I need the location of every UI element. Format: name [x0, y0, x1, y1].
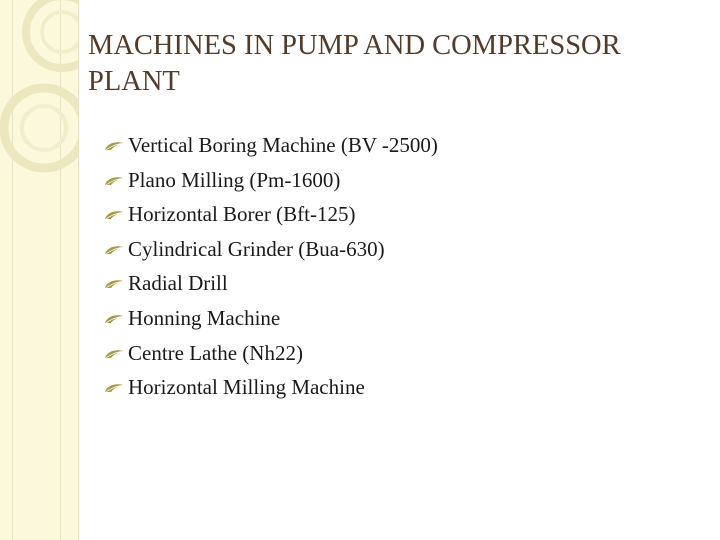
list-item-label: Horizontal Milling Machine: [128, 375, 365, 400]
list-item-label: Honning Machine: [128, 305, 281, 330]
list-item-label: Horizontal Borer (Bft-125): [128, 202, 356, 227]
leaf-bullet-icon: [104, 370, 126, 405]
list-item-label: Plano Milling (Pm-1600): [128, 167, 341, 192]
leaf-bullet-icon: [104, 163, 126, 198]
list-item-label: Centre Lathe (Nh22): [128, 340, 303, 365]
slide-title: MACHINES IN PUMP AND COMPRESSOR PLANT: [88, 30, 621, 97]
list-item-label: Radial Drill: [128, 271, 228, 296]
list-item-label: Vertical Boring Machine (BV -2500): [128, 133, 438, 157]
leaf-bullet-icon: [104, 232, 126, 267]
leaf-bullet-icon: [104, 301, 126, 336]
leaf-bullet-icon: [104, 197, 126, 232]
decorative-circles-icon: [0, 0, 79, 200]
leaf-bullet-icon: [104, 336, 126, 371]
leaf-bullet-icon: [104, 266, 126, 301]
decorative-side-strip: [0, 0, 79, 540]
leaf-bullet-icon: [104, 128, 126, 163]
list-item-label: Cylindrical Grinder (Bua-630): [128, 236, 385, 261]
